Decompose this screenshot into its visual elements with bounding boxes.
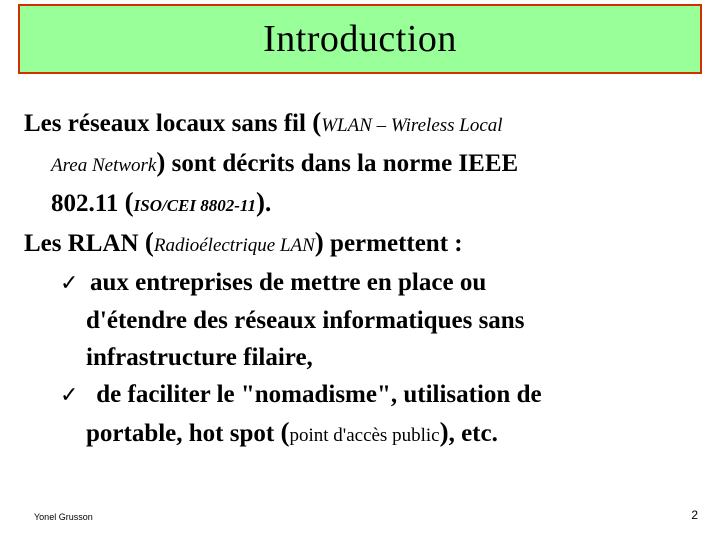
paren: ) [156,147,166,177]
bullet-1-line-3 [24,339,704,376]
bullet-1-line-1 [24,264,704,302]
slide-body [24,104,704,454]
bullet-2-line-2 [24,414,704,454]
paren: ) [255,187,265,217]
text-run: , etc. [448,420,498,447]
text-run: permettent : [323,230,463,257]
text-run: d'étendre des réseaux informatiques sans [86,307,525,334]
wlan-definition-cont: Area Network [51,155,157,176]
paren: ( [124,187,134,217]
text-run: infrastructure filaire, [86,344,313,371]
checkmark-icon: ✓ [60,271,79,296]
text-run: de faciliter le "nomadisme", utilisation de [90,381,542,408]
text-run: aux entreprises de mettre en place ou [90,269,487,296]
bullet-2-line-1 [24,376,704,414]
bullet-1-line-2 [24,302,704,339]
page-number: 2 [691,508,698,522]
paren: ( [144,227,154,257]
paragraph-1-line-2 [24,144,704,184]
title-box [18,4,702,74]
text-run: sont décrits dans la norme IEEE [165,150,519,177]
wlan-definition: WLAN – Wireless Local [321,115,503,136]
text-run: portable, hot spot [86,420,281,447]
hotspot-definition: point d'accès public [289,425,440,446]
slide-title: Introduction [263,18,457,60]
rlan-definition: Radioélectrique LAN [153,235,315,256]
paragraph-2-line-1 [24,224,704,264]
paren: ( [280,417,290,447]
checkmark-icon: ✓ [60,383,79,408]
iso-reference: ISO/CEI 8802-11 [133,196,256,215]
footer-author: Yonel Grusson [34,512,93,522]
paren: ) [314,227,324,257]
paren: ( [312,107,322,137]
text-run: Les RLAN [24,230,145,257]
standard-number: 802.11 [51,190,125,217]
paragraph-1-line-1 [24,104,704,144]
paragraph-1-line-3 [24,184,704,224]
text-run: Les réseaux locaux sans fil [24,110,313,137]
text-run: . [264,190,272,217]
paren: ) [439,417,449,447]
